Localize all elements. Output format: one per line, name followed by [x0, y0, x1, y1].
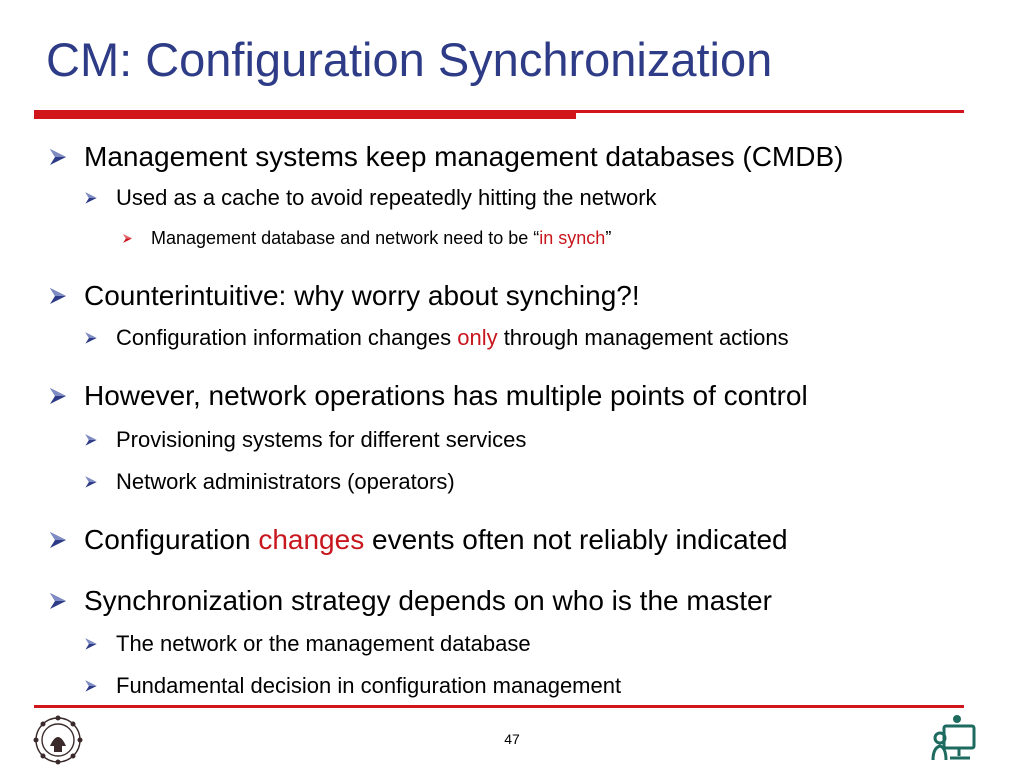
bullet-text-segment: Fundamental decision in configuration management	[116, 673, 622, 698]
bullet-item-level-1	[48, 280, 640, 312]
slide-title: CM: Configuration Synchronization	[46, 33, 773, 86]
arrowhead-bullet-icon	[84, 191, 98, 205]
highlighted-text: in synch	[539, 228, 606, 248]
bullet-text-segment: Used as a cache to avoid repeatedly hitting the network	[116, 185, 657, 210]
bullet-text	[116, 185, 657, 211]
bullet-text	[84, 380, 808, 412]
footer-rule	[34, 705, 964, 708]
bullet-item-level-2	[84, 185, 657, 211]
bullet-item-level-2	[84, 469, 455, 495]
bullet-text	[116, 673, 621, 699]
highlighted-text: changes	[258, 524, 365, 555]
bullet-text-segment: However, network operations has multiple points of control	[84, 380, 808, 411]
bullet-item-level-2	[84, 673, 621, 699]
arrowhead-bullet-icon	[48, 386, 68, 406]
arrowhead-bullet-icon	[84, 475, 98, 489]
bullet-text-segment: Configuration information changes	[116, 325, 458, 350]
bullet-text	[84, 141, 843, 173]
bullet-item-level-2	[84, 427, 526, 453]
bullet-text-segment: Management database and network need to be “	[151, 228, 540, 248]
bullet-item-level-2	[84, 631, 531, 657]
bullet-text	[116, 325, 789, 351]
arrowhead-bullet-icon	[84, 637, 98, 651]
bullet-text	[84, 280, 640, 312]
bullet-text-segment: The network or the management database	[116, 631, 531, 656]
arrowhead-bullet-icon	[84, 331, 98, 345]
computer-user-logo	[930, 712, 980, 766]
bullet-text-segment: Network administrators (operators)	[116, 469, 455, 494]
bullet-text-segment: Provisioning systems for different services	[116, 427, 527, 452]
highlighted-text: only	[457, 325, 498, 350]
bullet-text-segment: through management actions	[497, 325, 789, 350]
page-number: 47	[504, 731, 520, 747]
arrowhead-bullet-icon	[48, 286, 68, 306]
arrowhead-bullet-icon	[48, 591, 68, 611]
bullet-item-level-2	[84, 325, 789, 351]
bullet-text-segment: events often not reliably indicated	[364, 524, 788, 555]
bullet-item-level-1	[48, 524, 788, 556]
bullet-text-segment: ”	[605, 228, 612, 248]
bullet-text-segment: Synchronization strategy depends on who is the master	[84, 585, 772, 616]
bullet-text-segment: Configuration	[84, 524, 259, 555]
arrowhead-bullet-icon	[48, 147, 68, 167]
bullet-item-level-1	[48, 380, 808, 412]
arrowhead-bullet-icon	[48, 530, 68, 550]
bullet-text	[84, 524, 788, 556]
bullet-item-level-1	[48, 141, 843, 173]
bullet-item-level-3	[122, 228, 611, 249]
arrowhead-bullet-icon	[122, 233, 133, 244]
bullet-text	[116, 469, 455, 495]
title-underline-thin	[34, 110, 964, 113]
arrowhead-bullet-icon	[84, 679, 98, 693]
bullet-text-segment: Counterintuitive: why worry about synching?!	[84, 280, 640, 311]
bullet-text-segment: Management systems keep management databases (CMDB)	[84, 141, 844, 172]
bullet-text	[116, 427, 526, 453]
bullet-text	[151, 228, 611, 249]
arrowhead-bullet-icon	[84, 433, 98, 447]
bullet-text	[116, 631, 531, 657]
bullet-text	[84, 585, 772, 617]
bullet-item-level-1	[48, 585, 772, 617]
